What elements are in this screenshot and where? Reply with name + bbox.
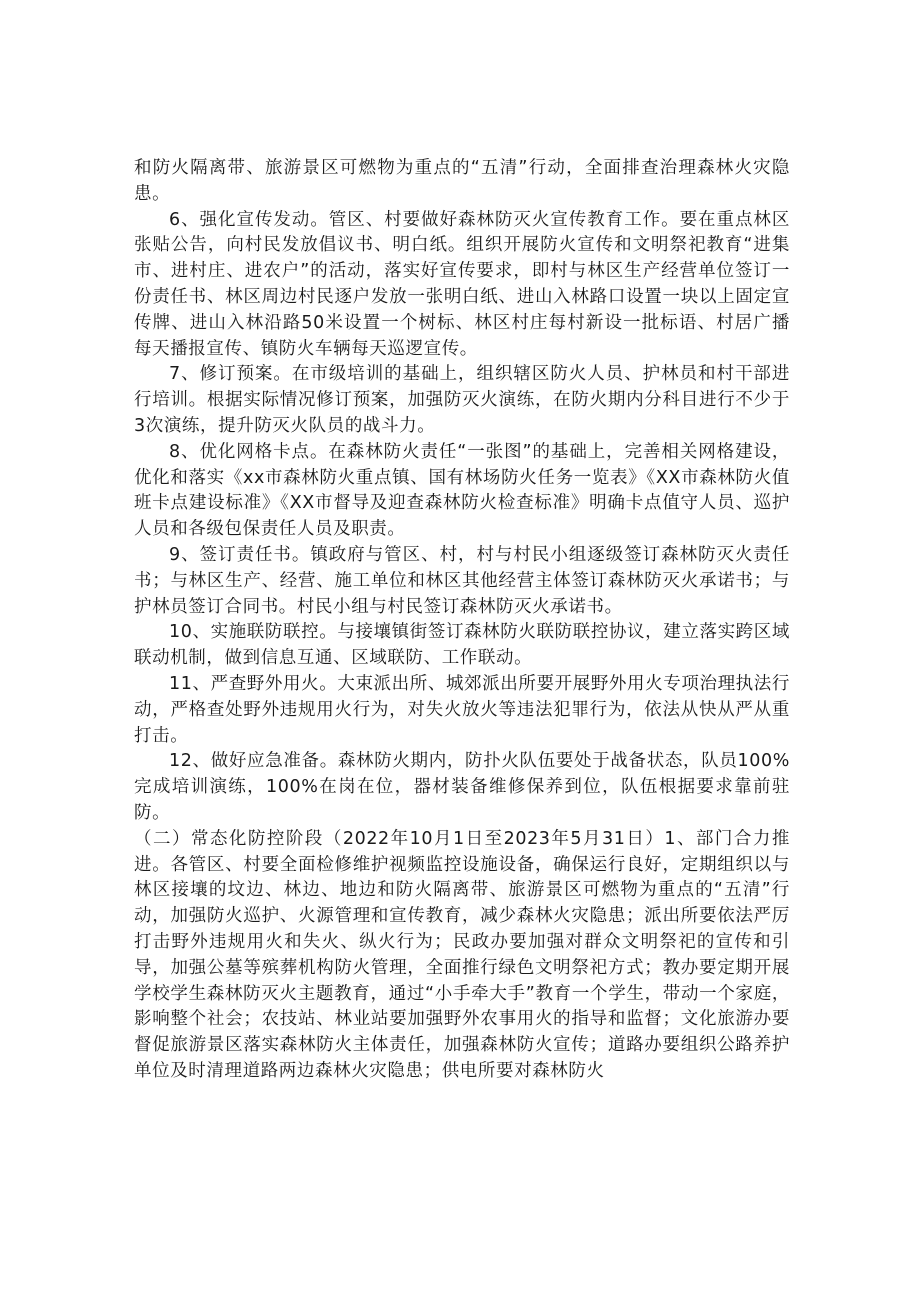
paragraph-section-2-routine-control: （二）常态化防控阶段（2022年10月1日至2023年5月31日）1、部门合力推进。各管区、村要全面检修维护视频监控设施设备，确保运行良好，定期组织以与林区接壤的坟边、林边、地边和防火隔离带、旅游景区可燃物为重点的“五清”行动，加强防火巡护、火源管理和宣传教育，减少森林火灾隐患；派出所要依法严厉打击野外违规用火和失火、纵火行为；民政办要加强对群众文明祭祀的宣传和引导，加强公墓等殡葬机构防火管理，全面推行绿色文明祭祀方式；教办要定期开展学校学生森林防灭火主题教育，通过“小手牵大手”教育一个学生，带动一个家庭，影响整个社会；农技站、林业站要加强野外农事用火的指导和监督；文化旅游办要督促旅游景区落实森林防火主体责任，加强森林防火宣传；道路办要组织公路养护单位及时清理道路两边森林火灾隐患；供电所要对森林防火 — [134, 828, 790, 1081]
document-body — [134, 156, 790, 1085]
paragraph-12-emergency-prep: 12、做好应急准备。森林防火期内，防扑火队伍要处于战备状态，队员100%完成培训演练，100%在岗在位，器材装备维修保养到位，队伍根据要求靠前驻防。 — [134, 751, 790, 823]
paragraph-11-field-fire-use: 11、严查野外用火。大束派出所、城郊派出所要开展野外用火专项治理执法行动，严格查处野外违规用火行为，对失火放火等违法犯罪行为，依法从快从严从重打击。 — [134, 673, 790, 746]
paragraph-continuation: 和防火隔离带、旅游景区可燃物为重点的“五清”行动，全面排查治理森林火灾隐患。 — [134, 158, 790, 204]
paragraph-8-grid-checkpoints: 8、优化网格卡点。在森林防火责任“一张图”的基础上，完善相关网格建设，优化和落实《xx市森林防火重点镇、国有林场防火任务一览表》《XX市森林防火值班卡点建设标准》《XX市督导及迎查森林防火检查标准》明确卡点值守人员、巡护人员和各级包保责任人员及职责。 — [134, 441, 790, 540]
paragraph-9-responsibility-letters: 9、签订责任书。镇政府与管区、村，村与村民小组逐级签订森林防灭火责任书；与林区生产、经营、施工单位和林区其他经营主体签订森林防灭火承诺书；与护林员签订合同书。村民小组与村民签订森林防灭火承诺书。 — [134, 544, 790, 617]
paragraph-7-revise-plan: 7、修订预案。在市级培训的基础上，组织辖区防火人员、护林员和村干部进行培训。根据实际情况修订预案，加强防灭火演练，在防火期内分科目进行不少于3次演练，提升防灭火队员的战斗力。 — [134, 364, 790, 436]
paragraph-10-joint-prevention: 10、实施联防联控。与接壤镇街签订森林防火联防联控协议，建立落实跨区域联动机制，做到信息互通、区域联防、工作联动。 — [134, 622, 790, 669]
paragraph-6-publicity: 6、强化宣传发动。管区、村要做好森林防灭火宣传教育工作。要在重点林区张贴公告，向村民发放倡议书、明白纸。组织开展防火宣传和文明祭祀教育“进集市、进村庄、进农户”的活动，落实好宣传要求，即村与林区生产经营单位签订一份责任书、林区周边村民逐户发放一张明白纸、进山入林路口设置一块以上固定宣传牌、进山入林沿路50米设置一个树标、林区村庄每村新设一批标语、村居广播每天播报宣传、镇防火车辆每天巡逻宣传。 — [134, 209, 790, 359]
